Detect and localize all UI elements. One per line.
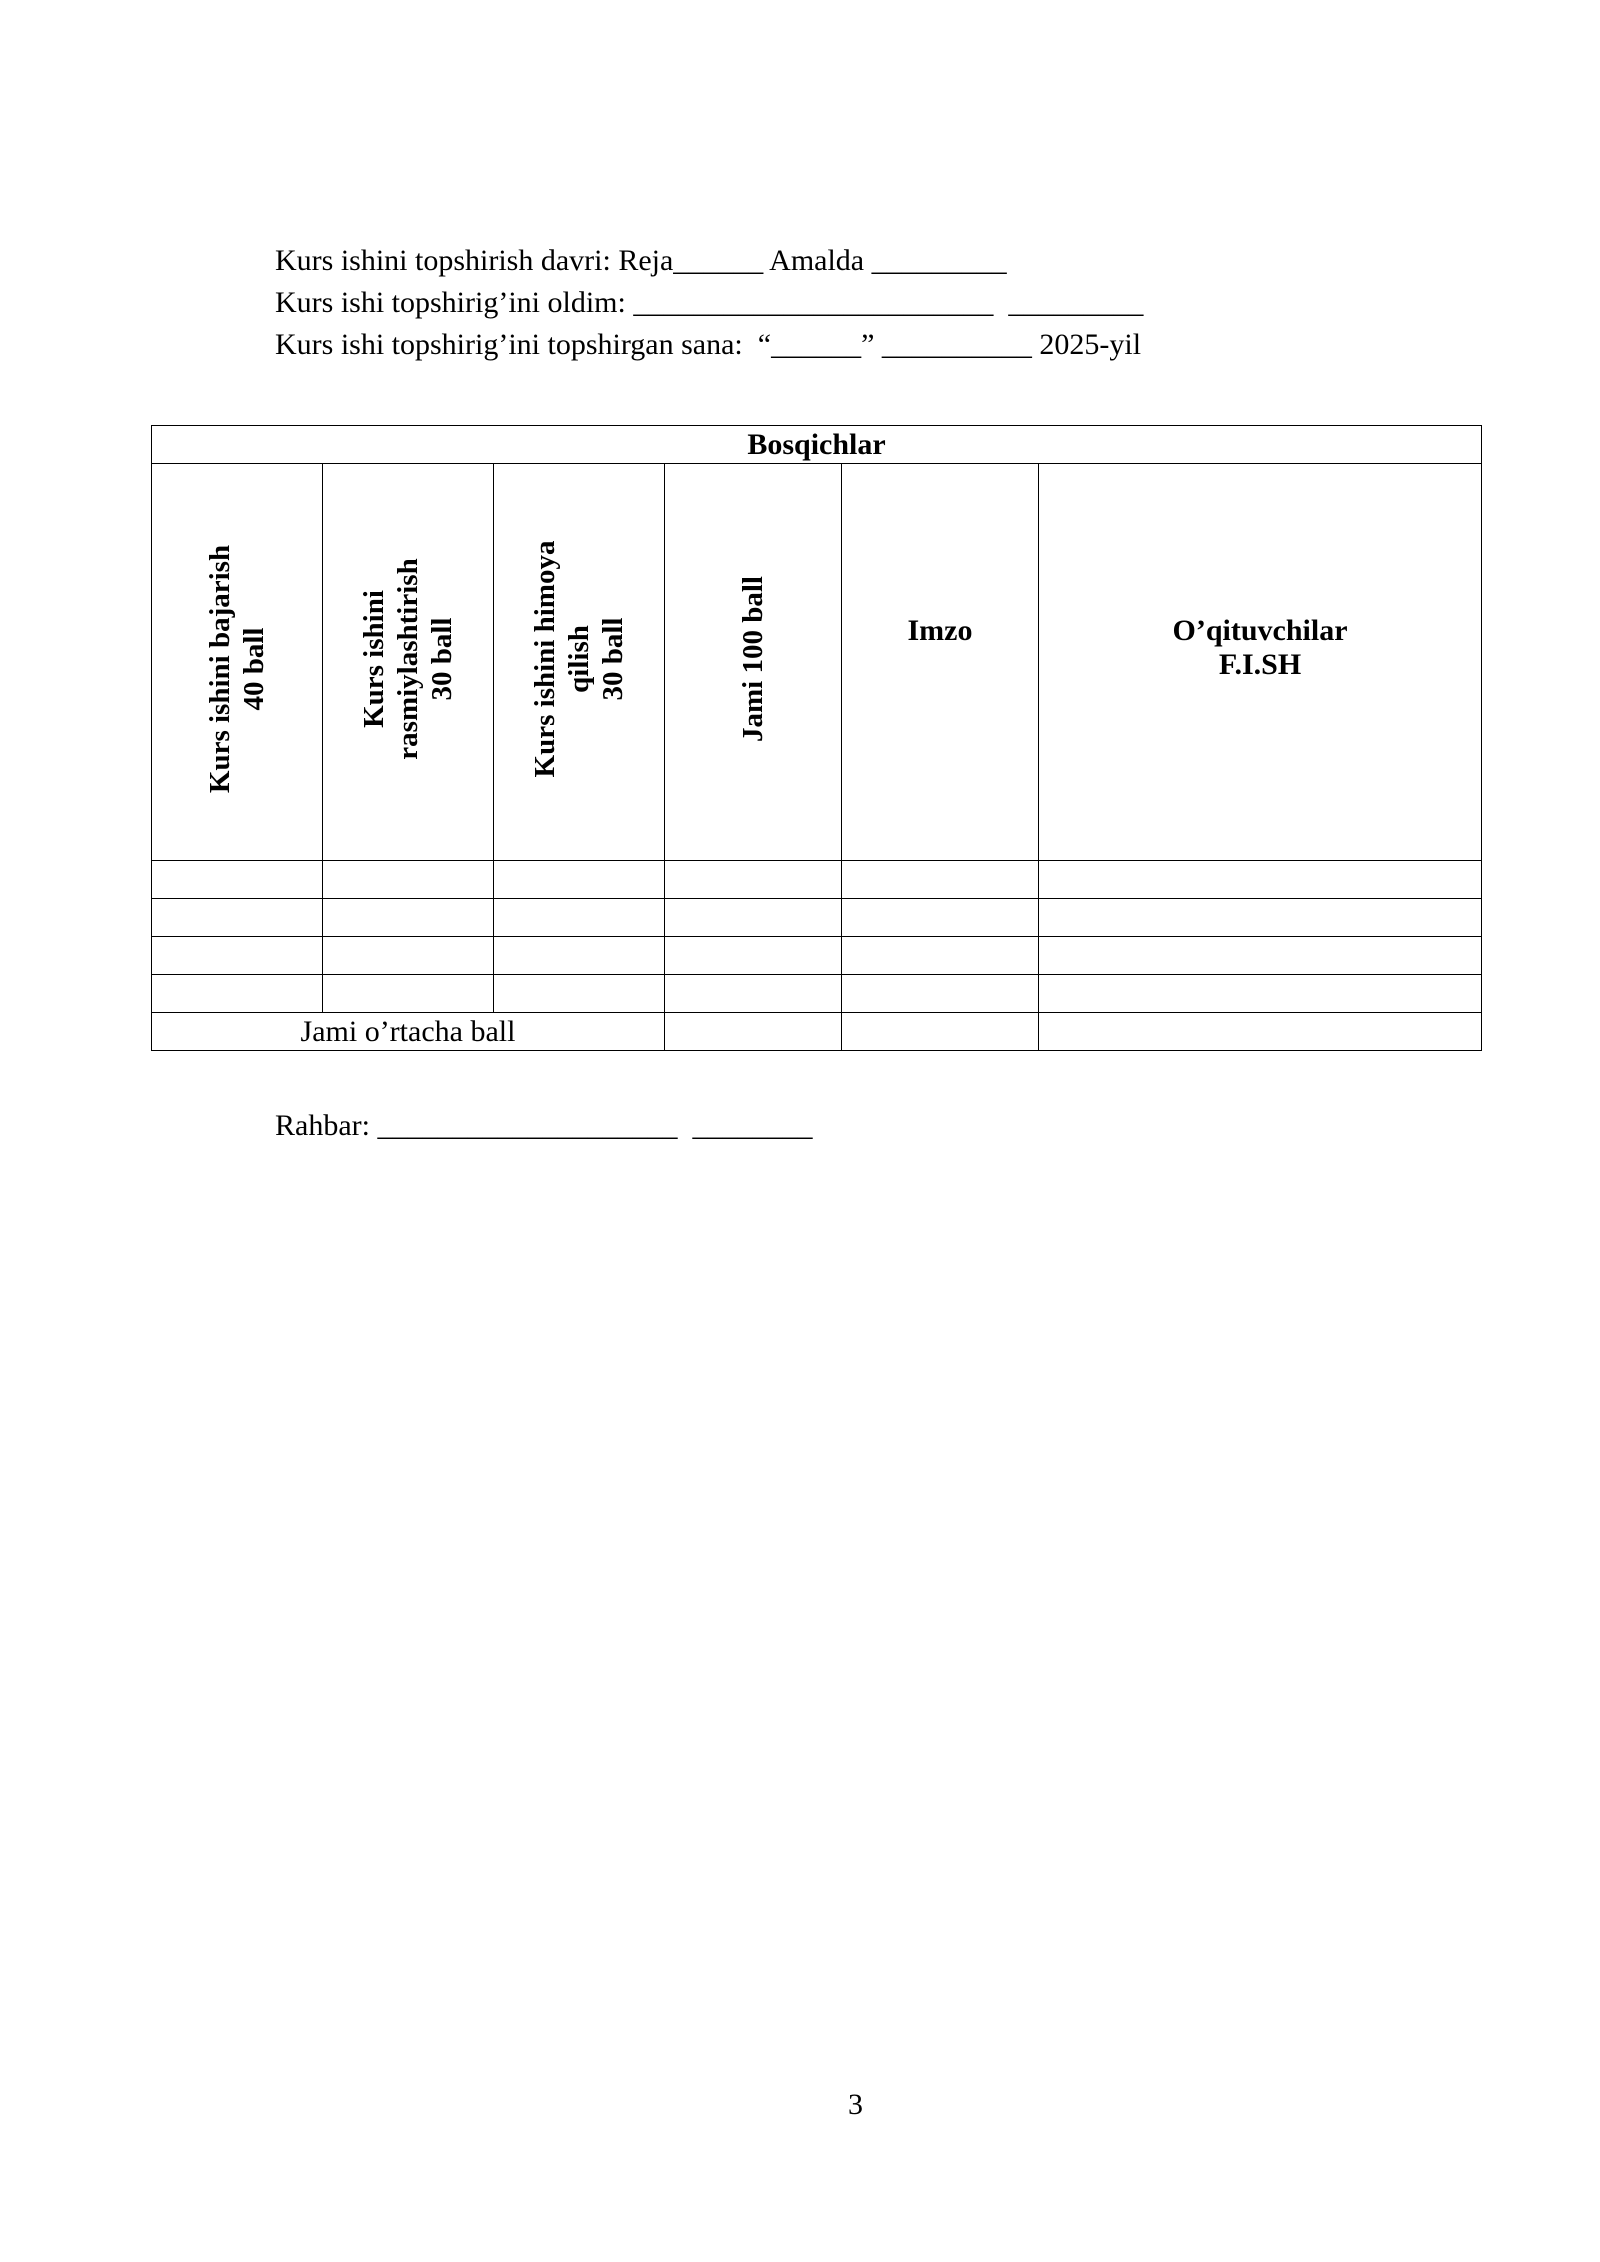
column-header-oqituvchilar [1039,464,1482,861]
column-header-text: Kurs ishini bajarish [204,544,236,794]
column-header-text: Kurs ishini himoya [529,540,561,778]
table-cell[interactable] [1039,937,1482,975]
column-header-rasmiylashtirish [323,464,494,861]
column-header-text: rasmiylashtirish [392,558,424,760]
total-cell[interactable] [1039,1013,1482,1051]
column-header-text: 30 ball [597,617,629,701]
column-header-bajarish [152,464,323,861]
table-row [152,861,1482,899]
table-cell[interactable] [494,861,665,899]
column-header-jami [665,464,842,861]
column-header-text: Jami 100 ball [737,576,769,742]
table-cell[interactable] [665,861,842,899]
table-cell[interactable] [665,899,842,937]
table-title: Bosqichlar [152,426,1482,464]
table-cell[interactable] [842,937,1039,975]
column-header-text: F.I.SH [1218,648,1302,681]
total-cell[interactable] [665,1013,842,1051]
table-cell[interactable] [1039,975,1482,1013]
table-cell[interactable] [494,899,665,937]
table-row [152,975,1482,1013]
table-cell[interactable] [323,937,494,975]
table-cell[interactable] [494,975,665,1013]
column-header-himoya [494,464,665,861]
column-header-text: qilish [563,625,595,693]
table-cell[interactable] [152,937,323,975]
page-number: 3 [848,2088,863,2121]
table-cell[interactable] [323,975,494,1013]
supervisor-line: Rahbar: ____________________ ________ [275,1109,813,1142]
table-cell[interactable] [152,861,323,899]
submission-period-line: Kurs ishini topshirish davri: Reja______ Amalda _________ [275,244,1007,277]
column-header-text: O’qituvchilar [1172,614,1348,647]
table-cell[interactable] [323,861,494,899]
table-cell[interactable] [842,861,1039,899]
total-row [152,1013,1482,1051]
column-header-text: Kurs ishini [358,590,390,728]
total-label: Jami o’rtacha ball [152,1013,665,1051]
table-cell[interactable] [152,975,323,1013]
table-cell[interactable] [842,975,1039,1013]
table-cell[interactable] [152,899,323,937]
table-row [152,937,1482,975]
table-cell[interactable] [665,937,842,975]
grading-table [151,425,1482,1051]
assignment-received-line: Kurs ishi topshirig’ini oldim: ________________________ _________ [275,286,1144,319]
table-cell[interactable] [494,937,665,975]
column-header-text: 30 ball [426,617,458,701]
table-cell[interactable] [842,899,1039,937]
column-header-text: Imzo [907,614,973,647]
table-cell[interactable] [1039,861,1482,899]
table-cell[interactable] [323,899,494,937]
table-cell[interactable] [1039,899,1482,937]
submission-date-line: Kurs ishi topshirig’ini topshirgan sana: “______” __________ 2025-yil [275,328,1142,361]
column-header-text: 40 ball [238,627,270,711]
table-cell[interactable] [665,975,842,1013]
table-row [152,899,1482,937]
column-header-imzo [842,464,1039,861]
total-cell[interactable] [842,1013,1039,1051]
